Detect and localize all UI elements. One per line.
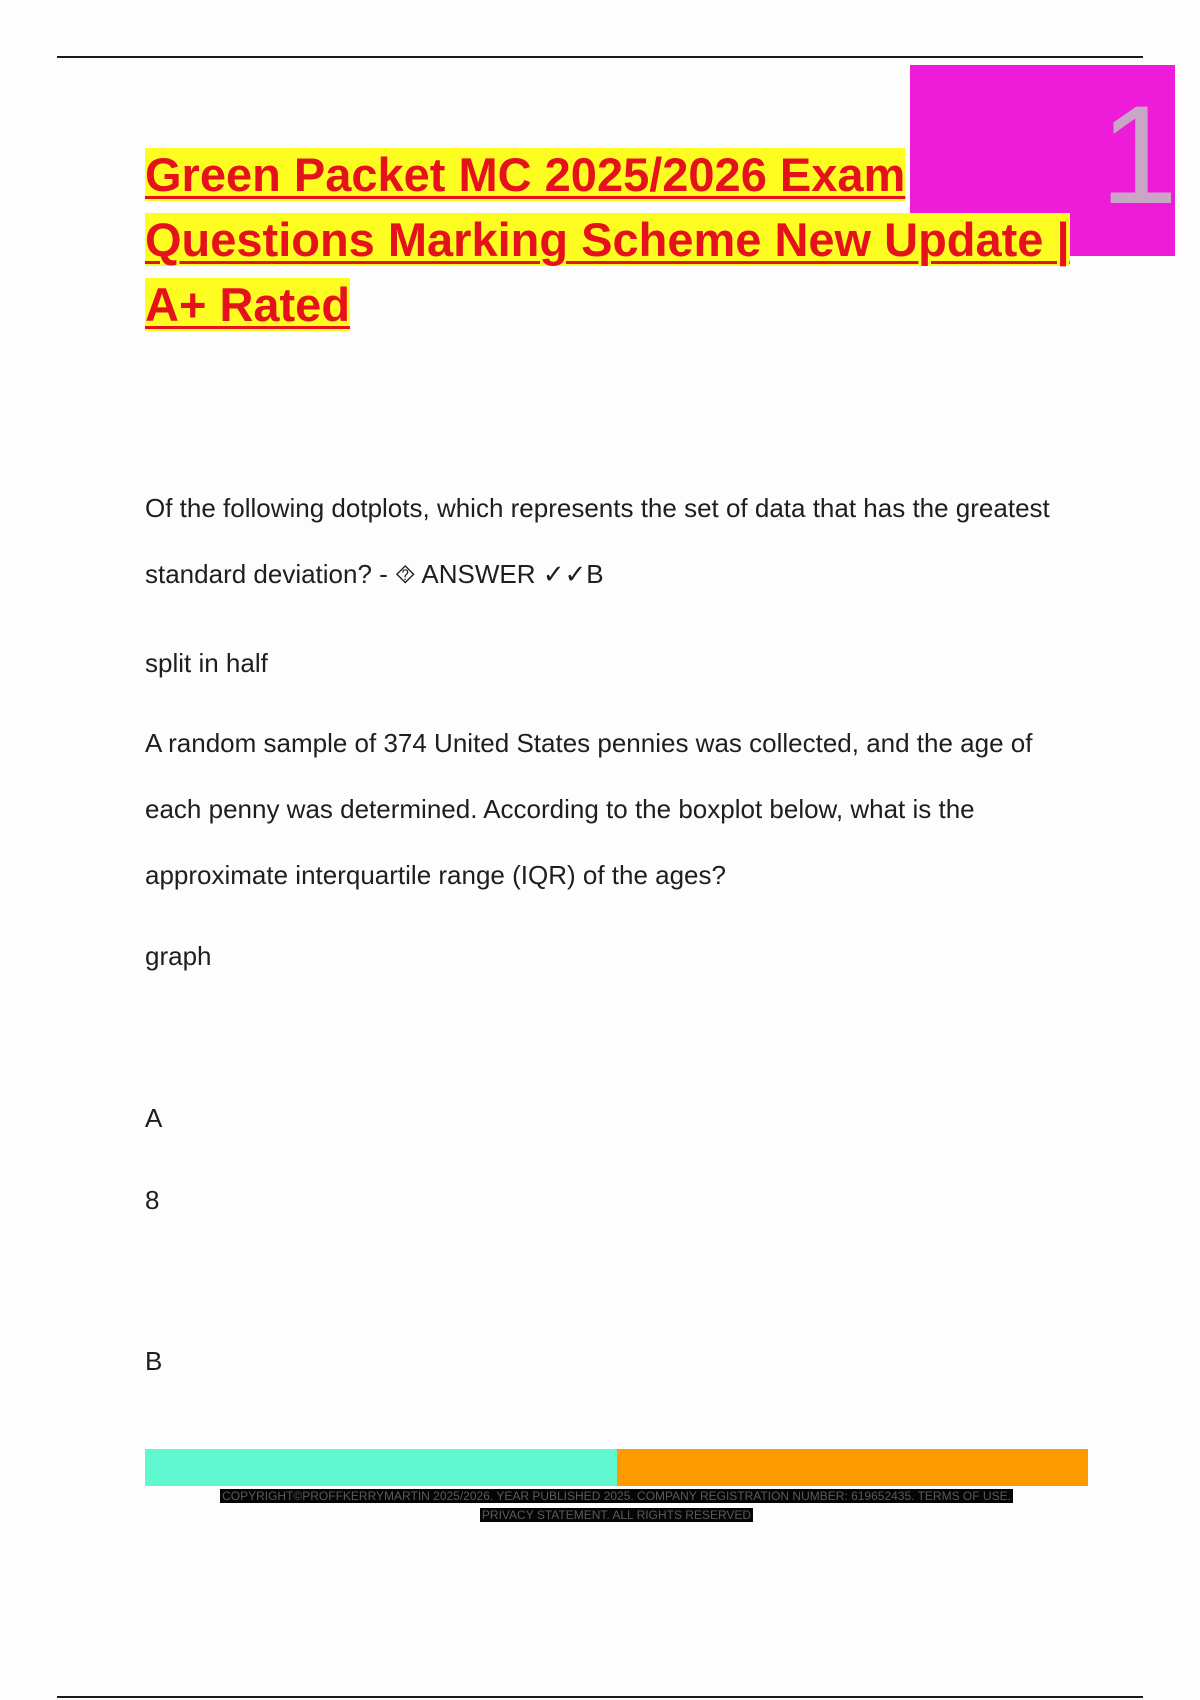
- note-split-in-half: split in half: [145, 648, 268, 678]
- footer-bar-right: [617, 1449, 1088, 1486]
- document-title: [145, 142, 1085, 337]
- option-a-value: 8: [145, 1185, 160, 1215]
- copyright-line-2: PRIVACY STATEMENT. ALL RIGHTS RESERVED: [481, 1508, 752, 1522]
- bottom-rule: [57, 1696, 1143, 1698]
- option-a-label: A: [145, 1103, 163, 1133]
- top-rule: [57, 56, 1143, 58]
- document-title-text: Green Packet MC 2025/2026 Exam Questions Marking Scheme New Update | A+ Rated: [145, 148, 1070, 331]
- copyright-notice: [145, 1487, 1088, 1525]
- copyright-line-1: COPYRIGHT©PROFFKERRYMARTIN 2025/2026. YEAR PUBLISHED 2025. COMPANY REGISTRATION NUMBER: 619652435. TERMS OF USE.: [222, 1489, 1011, 1503]
- question-1-text: Of the following dotplots, which represents the set of data that has the greatest standard deviation? - ⯑ ANSWER ✓✓B: [145, 493, 1050, 589]
- question-2-text: A random sample of 374 United States pennies was collected, and the age of each penny was determined. According to the boxplot below, what is the approximate interquartile range (IQR) of the ages?: [145, 728, 1033, 890]
- page-number: 1: [1100, 76, 1178, 233]
- option-b-label: B: [145, 1346, 163, 1376]
- footer-bar-left: [145, 1449, 617, 1486]
- graph-label: graph: [145, 941, 212, 971]
